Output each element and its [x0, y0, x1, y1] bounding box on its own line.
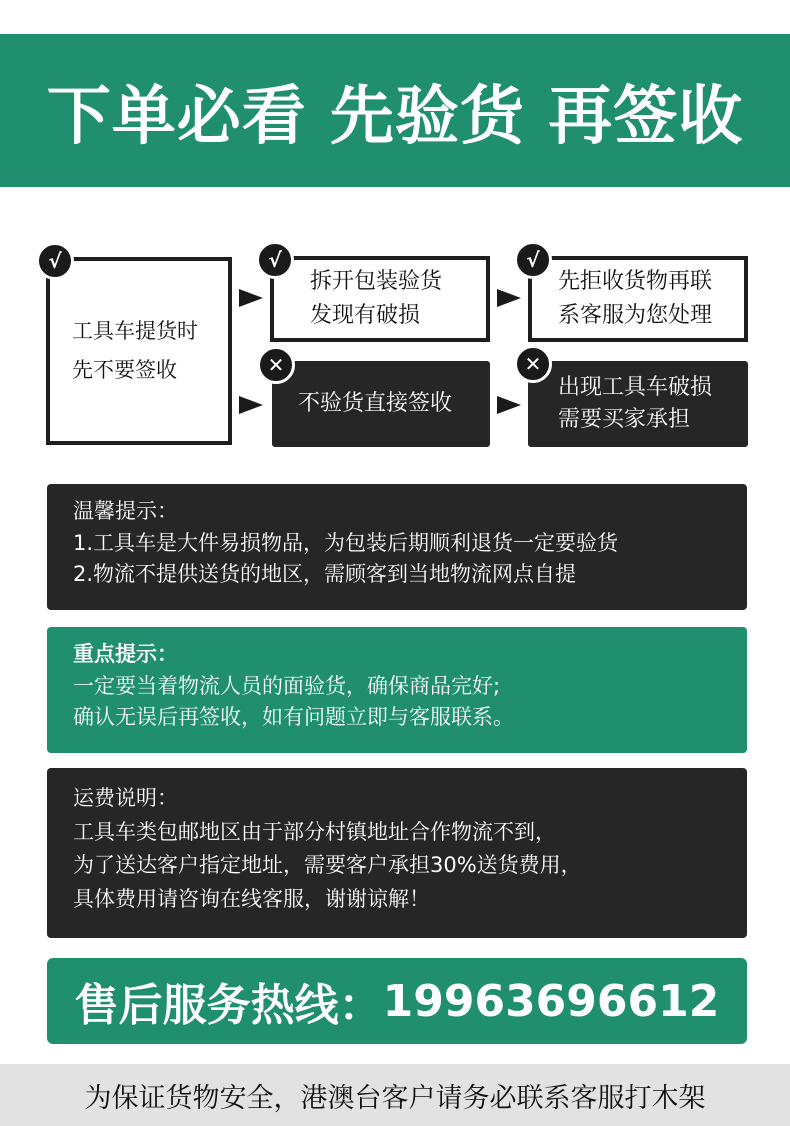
tips-line: 2.物流不提供送货的地区，需顾客到当地物流网点自提: [73, 562, 577, 586]
pickup-line-2: 先不要签收: [72, 358, 177, 382]
arrow-right-icon: [239, 289, 263, 307]
tips-title: 温馨提示：: [73, 499, 178, 523]
important-title: 重点提示：: [73, 642, 178, 666]
pickup-line-1: 工具车提货时: [72, 319, 198, 344]
damage-line-1: 出现工具车破损: [558, 375, 713, 401]
check-icon: √: [36, 242, 74, 280]
shipping-line: 为了送达客户指定地址，需要客户承担30%送货费用，: [73, 853, 582, 878]
reject-step-box: [528, 256, 748, 342]
cross-icon: ✕: [257, 346, 295, 384]
check-icon: √: [256, 241, 294, 279]
hotline-number[interactable]: 19963696612: [382, 975, 720, 1027]
footer-text: 为保证货物安全，港澳台客户请务必联系客服打木架: [84, 1082, 706, 1114]
check-icon: √: [514, 241, 552, 279]
damage-line-2: 需要买家承担: [558, 407, 691, 432]
damage-result-box: [528, 361, 748, 447]
shipping-title: 运费说明：: [73, 786, 178, 810]
hotline-label: 售后服务热线：: [74, 980, 383, 1031]
top-margin: [0, 0, 790, 34]
pickup-box: [46, 257, 232, 445]
tips-line: 1.工具车是大件易损物品，为包装后期顺利退货一定要验货: [73, 530, 619, 555]
tips-panel: [47, 484, 747, 610]
inspect-line-1: 拆开包装验货: [310, 268, 443, 294]
cross-icon: ✕: [514, 345, 552, 383]
reject-line-1: 先拒收货物再联: [558, 268, 713, 294]
important-line: 确认无误后再签收，如有问题立即与客服联系。: [73, 705, 514, 729]
arrow-right-icon: [497, 396, 521, 414]
shipping-panel: [47, 768, 747, 938]
hotline-banner: [47, 958, 747, 1044]
inspect-step-box: [270, 256, 490, 342]
reject-line-2: 系客服为您处理: [558, 303, 713, 328]
shipping-line: 工具车类包邮地区由于部分村镇地址合作物流不到，: [73, 819, 556, 844]
footer-notice: [0, 1064, 790, 1126]
no-inspect-box: [272, 361, 490, 447]
important-line: 一定要当着物流人员的面验货，确保商品完好;: [73, 673, 501, 698]
no-inspect-line-1: 不验货直接签收: [298, 390, 453, 416]
arrow-right-icon: [239, 396, 263, 414]
banner-title: 下单必看 先验货 再签收: [46, 79, 744, 154]
header-banner: [0, 34, 790, 187]
arrow-right-icon: [497, 289, 521, 307]
important-panel: [47, 627, 747, 753]
shipping-line: 具体费用请咨询在线客服，谢谢谅解！: [73, 886, 430, 911]
inspect-line-2: 发现有破损: [310, 303, 421, 328]
